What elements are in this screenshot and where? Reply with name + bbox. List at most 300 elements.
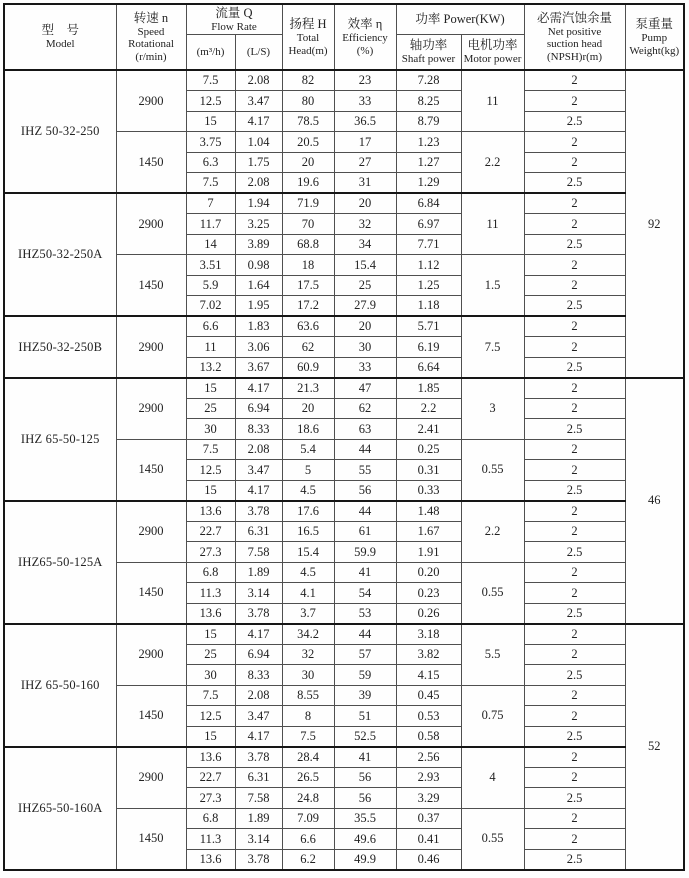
flow-ls-cell: 8.33 — [235, 419, 282, 440]
npsh-cell: 2.5 — [524, 234, 625, 255]
npsh-cell: 2.5 — [524, 173, 625, 194]
efficiency-cell: 62 — [334, 398, 396, 419]
motor-power-cell: 4 — [461, 747, 524, 809]
shaft-power-cell: 3.29 — [396, 788, 461, 809]
efficiency-cell: 44 — [334, 501, 396, 522]
flow-m3h-cell: 11 — [186, 337, 235, 358]
flow-ls-cell: 0.98 — [235, 255, 282, 276]
speed-cell: 2900 — [116, 70, 186, 132]
shaft-power-cell: 2.56 — [396, 747, 461, 768]
header-model — [4, 4, 116, 70]
shaft-power-cell: 0.53 — [396, 706, 461, 727]
head-cell: 70 — [282, 214, 334, 235]
header-efficiency-unit: (%) — [356, 44, 374, 57]
efficiency-cell: 52.5 — [334, 726, 396, 747]
shaft-power-cell: 8.25 — [396, 91, 461, 112]
motor-power-cell: 1.5 — [461, 255, 524, 317]
flow-ls-cell: 3.14 — [235, 583, 282, 604]
header-head-en1: Total — [296, 32, 320, 45]
npsh-cell: 2 — [524, 255, 625, 276]
head-cell: 62 — [282, 337, 334, 358]
efficiency-cell: 47 — [334, 378, 396, 399]
flow-ls-cell: 3.78 — [235, 501, 282, 522]
flow-m3h-cell: 15 — [186, 480, 235, 501]
efficiency-cell: 39 — [334, 685, 396, 706]
npsh-cell: 2 — [524, 767, 625, 788]
npsh-cell: 2.5 — [524, 296, 625, 317]
flow-ls-cell: 3.78 — [235, 747, 282, 768]
shaft-power-cell: 0.20 — [396, 562, 461, 583]
flow-m3h-cell: 6.8 — [186, 562, 235, 583]
shaft-power-cell: 1.67 — [396, 521, 461, 542]
efficiency-cell: 53 — [334, 603, 396, 624]
flow-ls-cell: 8.33 — [235, 665, 282, 686]
flow-m3h-cell: 7.5 — [186, 685, 235, 706]
flow-m3h-cell: 13.6 — [186, 747, 235, 768]
flow-m3h-cell: 13.6 — [186, 501, 235, 522]
shaft-power-cell: 1.23 — [396, 132, 461, 153]
npsh-cell: 2 — [524, 808, 625, 829]
table-row — [4, 624, 684, 645]
efficiency-cell: 56 — [334, 767, 396, 788]
header-speed-cn: 转速 n — [133, 11, 169, 26]
efficiency-cell: 56 — [334, 788, 396, 809]
flow-m3h-cell: 15 — [186, 378, 235, 399]
flow-ls-cell: 1.89 — [235, 562, 282, 583]
head-cell: 60.9 — [282, 357, 334, 378]
speed-cell: 2900 — [116, 193, 186, 255]
header-flow-ls-label: (L/S) — [246, 45, 271, 58]
efficiency-cell: 20 — [334, 193, 396, 214]
efficiency-cell: 55 — [334, 460, 396, 481]
header-power-title: 功率 Power(KW) — [415, 11, 505, 26]
header-npsh-en1: Net positive — [547, 26, 602, 39]
flow-ls-cell: 7.58 — [235, 542, 282, 563]
flow-m3h-cell: 6.6 — [186, 316, 235, 337]
head-cell: 8 — [282, 706, 334, 727]
motor-power-cell: 11 — [461, 70, 524, 132]
efficiency-cell: 27 — [334, 152, 396, 173]
flow-ls-cell: 1.75 — [235, 152, 282, 173]
npsh-cell: 2 — [524, 562, 625, 583]
flow-ls-cell: 3.25 — [235, 214, 282, 235]
flow-m3h-cell: 14 — [186, 234, 235, 255]
shaft-power-cell: 1.91 — [396, 542, 461, 563]
efficiency-cell: 51 — [334, 706, 396, 727]
head-cell: 82 — [282, 70, 334, 91]
flow-ls-cell: 6.94 — [235, 644, 282, 665]
flow-ls-cell: 4.17 — [235, 726, 282, 747]
flow-m3h-cell: 30 — [186, 419, 235, 440]
motor-power-cell: 0.75 — [461, 685, 524, 747]
npsh-cell: 2.5 — [524, 726, 625, 747]
table-row — [4, 501, 684, 522]
shaft-power-cell: 5.71 — [396, 316, 461, 337]
efficiency-cell: 33 — [334, 91, 396, 112]
npsh-cell: 2 — [524, 378, 625, 399]
efficiency-cell: 25 — [334, 275, 396, 296]
npsh-cell: 2 — [524, 521, 625, 542]
header-shaft-cn: 轴功率 — [409, 38, 448, 53]
flow-m3h-cell: 13.2 — [186, 357, 235, 378]
head-cell: 6.2 — [282, 849, 334, 870]
speed-cell: 2900 — [116, 624, 186, 686]
model-name-cell: IHZ65-50-160A — [4, 747, 116, 870]
flow-m3h-cell: 30 — [186, 665, 235, 686]
shaft-power-cell: 0.45 — [396, 685, 461, 706]
npsh-cell: 2 — [524, 747, 625, 768]
speed-cell: 1450 — [116, 132, 186, 194]
speed-cell: 1450 — [116, 562, 186, 624]
header-speed — [116, 4, 186, 70]
shaft-power-cell: 6.19 — [396, 337, 461, 358]
shaft-power-cell: 1.27 — [396, 152, 461, 173]
head-cell: 16.5 — [282, 521, 334, 542]
shaft-power-cell: 0.23 — [396, 583, 461, 604]
header-model-en: Model — [45, 38, 75, 51]
head-cell: 18.6 — [282, 419, 334, 440]
flow-m3h-cell: 13.6 — [186, 603, 235, 624]
shaft-power-cell: 0.25 — [396, 439, 461, 460]
flow-ls-cell: 1.95 — [235, 296, 282, 317]
flow-m3h-cell: 25 — [186, 398, 235, 419]
header-efficiency-cn: 效率 η — [347, 17, 383, 32]
shaft-power-cell: 0.26 — [396, 603, 461, 624]
motor-power-cell: 5.5 — [461, 624, 524, 686]
npsh-cell: 2 — [524, 501, 625, 522]
table-header — [4, 4, 684, 70]
shaft-power-cell: 0.46 — [396, 849, 461, 870]
flow-m3h-cell: 6.3 — [186, 152, 235, 173]
shaft-power-cell: 2.41 — [396, 419, 461, 440]
npsh-cell: 2 — [524, 460, 625, 481]
model-name-cell: IHZ 65-50-160 — [4, 624, 116, 747]
head-cell: 5.4 — [282, 439, 334, 460]
speed-cell: 1450 — [116, 439, 186, 501]
efficiency-cell: 56 — [334, 480, 396, 501]
flow-m3h-cell: 22.7 — [186, 521, 235, 542]
flow-ls-cell: 2.08 — [235, 439, 282, 460]
efficiency-cell: 35.5 — [334, 808, 396, 829]
flow-m3h-cell: 25 — [186, 644, 235, 665]
shaft-power-cell: 2.93 — [396, 767, 461, 788]
header-npsh — [524, 4, 625, 70]
flow-m3h-cell: 11.7 — [186, 214, 235, 235]
header-weight-en1: Pump — [641, 32, 668, 45]
npsh-cell: 2 — [524, 91, 625, 112]
motor-power-cell: 7.5 — [461, 316, 524, 378]
pump-spec-sheet — [3, 3, 685, 871]
npsh-cell: 2 — [524, 152, 625, 173]
flow-ls-cell: 4.17 — [235, 378, 282, 399]
header-motor-cn: 电机功率 — [467, 38, 518, 53]
flow-ls-cell: 7.58 — [235, 788, 282, 809]
model-name-cell: IHZ65-50-125A — [4, 501, 116, 624]
npsh-cell: 2.5 — [524, 542, 625, 563]
efficiency-cell: 54 — [334, 583, 396, 604]
flow-ls-cell: 1.94 — [235, 193, 282, 214]
model-name-cell: IHZ 50-32-250 — [4, 70, 116, 193]
flow-ls-cell: 4.17 — [235, 480, 282, 501]
flow-ls-cell: 3.47 — [235, 460, 282, 481]
efficiency-cell: 61 — [334, 521, 396, 542]
flow-m3h-cell: 3.75 — [186, 132, 235, 153]
head-cell: 26.5 — [282, 767, 334, 788]
head-cell: 63.6 — [282, 316, 334, 337]
head-cell: 7.09 — [282, 808, 334, 829]
npsh-cell: 2 — [524, 829, 625, 850]
header-shaft-en: Shaft power — [401, 53, 456, 66]
efficiency-cell: 41 — [334, 747, 396, 768]
flow-m3h-cell: 7 — [186, 193, 235, 214]
shaft-power-cell: 7.71 — [396, 234, 461, 255]
head-cell: 15.4 — [282, 542, 334, 563]
head-cell: 8.55 — [282, 685, 334, 706]
flow-m3h-cell: 11.3 — [186, 829, 235, 850]
table-body — [4, 70, 684, 870]
npsh-cell: 2 — [524, 398, 625, 419]
flow-ls-cell: 6.94 — [235, 398, 282, 419]
npsh-cell: 2.5 — [524, 419, 625, 440]
head-cell: 4.1 — [282, 583, 334, 604]
head-cell: 17.2 — [282, 296, 334, 317]
header-power — [396, 4, 524, 34]
header-head — [282, 4, 334, 70]
flow-m3h-cell: 7.5 — [186, 70, 235, 91]
flow-ls-cell: 3.14 — [235, 829, 282, 850]
table-row — [4, 378, 684, 399]
header-flow-m3h-label: (m³/h) — [196, 45, 225, 58]
npsh-cell: 2.5 — [524, 357, 625, 378]
speed-cell: 2900 — [116, 316, 186, 378]
shaft-power-cell: 0.58 — [396, 726, 461, 747]
header-flow-ls — [235, 34, 282, 70]
shaft-power-cell: 3.18 — [396, 624, 461, 645]
pump-spec-table — [3, 3, 685, 871]
shaft-power-cell: 6.84 — [396, 193, 461, 214]
flow-ls-cell: 3.89 — [235, 234, 282, 255]
flow-m3h-cell: 15 — [186, 111, 235, 132]
flow-m3h-cell: 22.7 — [186, 767, 235, 788]
model-name-cell: IHZ50-32-250B — [4, 316, 116, 378]
flow-ls-cell: 2.08 — [235, 685, 282, 706]
head-cell: 21.3 — [282, 378, 334, 399]
efficiency-cell: 57 — [334, 644, 396, 665]
npsh-cell: 2 — [524, 685, 625, 706]
efficiency-cell: 36.5 — [334, 111, 396, 132]
speed-cell: 1450 — [116, 685, 186, 747]
flow-m3h-cell: 7.5 — [186, 173, 235, 194]
npsh-cell: 2.5 — [524, 665, 625, 686]
flow-ls-cell: 2.08 — [235, 70, 282, 91]
flow-m3h-cell: 15 — [186, 624, 235, 645]
head-cell: 5 — [282, 460, 334, 481]
flow-m3h-cell: 7.5 — [186, 439, 235, 460]
head-cell: 32 — [282, 644, 334, 665]
flow-ls-cell: 2.08 — [235, 173, 282, 194]
flow-m3h-cell: 13.6 — [186, 849, 235, 870]
motor-power-cell: 0.55 — [461, 439, 524, 501]
pump-weight-cell: 92 — [625, 70, 684, 378]
efficiency-cell: 27.9 — [334, 296, 396, 317]
table-row — [4, 316, 684, 337]
flow-ls-cell: 4.17 — [235, 624, 282, 645]
header-efficiency-en: Efficiency — [342, 32, 388, 45]
header-head-cn: 扬程 H — [289, 17, 327, 32]
head-cell: 30 — [282, 665, 334, 686]
shaft-power-cell: 0.31 — [396, 460, 461, 481]
motor-power-cell: 2.2 — [461, 501, 524, 563]
npsh-cell: 2 — [524, 214, 625, 235]
shaft-power-cell: 1.18 — [396, 296, 461, 317]
shaft-power-cell: 1.12 — [396, 255, 461, 276]
header-npsh-cn: 必需汽蚀余量 — [536, 11, 612, 26]
shaft-power-cell: 6.64 — [396, 357, 461, 378]
pump-weight-cell: 52 — [625, 624, 684, 870]
efficiency-cell: 44 — [334, 439, 396, 460]
npsh-cell: 2.5 — [524, 603, 625, 624]
shaft-power-cell: 0.33 — [396, 480, 461, 501]
table-row — [4, 70, 684, 91]
header-flow-cn: 流量 Q — [215, 5, 253, 20]
efficiency-cell: 59.9 — [334, 542, 396, 563]
flow-m3h-cell: 12.5 — [186, 706, 235, 727]
npsh-cell: 2.5 — [524, 480, 625, 501]
header-row-1 — [4, 4, 684, 34]
npsh-cell: 2.5 — [524, 849, 625, 870]
flow-ls-cell: 3.67 — [235, 357, 282, 378]
efficiency-cell: 17 — [334, 132, 396, 153]
flow-ls-cell: 3.47 — [235, 91, 282, 112]
flow-ls-cell: 1.04 — [235, 132, 282, 153]
header-flow — [186, 4, 282, 34]
header-efficiency — [334, 4, 396, 70]
pump-weight-cell: 46 — [625, 378, 684, 624]
model-name-cell: IHZ50-32-250A — [4, 193, 116, 316]
npsh-cell: 2.5 — [524, 788, 625, 809]
flow-ls-cell: 1.89 — [235, 808, 282, 829]
npsh-cell: 2 — [524, 193, 625, 214]
header-npsh-en2: suction head — [546, 38, 603, 51]
head-cell: 17.6 — [282, 501, 334, 522]
table-row — [4, 193, 684, 214]
flow-ls-cell: 3.06 — [235, 337, 282, 358]
head-cell: 4.5 — [282, 562, 334, 583]
npsh-cell: 2 — [524, 583, 625, 604]
flow-m3h-cell: 12.5 — [186, 91, 235, 112]
npsh-cell: 2 — [524, 70, 625, 91]
motor-power-cell: 11 — [461, 193, 524, 255]
header-motor-power — [461, 34, 524, 70]
efficiency-cell: 59 — [334, 665, 396, 686]
header-flow-m3h — [186, 34, 235, 70]
head-cell: 19.6 — [282, 173, 334, 194]
header-weight — [625, 4, 684, 70]
head-cell: 20.5 — [282, 132, 334, 153]
motor-power-cell: 0.55 — [461, 808, 524, 870]
flow-m3h-cell: 3.51 — [186, 255, 235, 276]
head-cell: 68.8 — [282, 234, 334, 255]
flow-m3h-cell: 7.02 — [186, 296, 235, 317]
efficiency-cell: 15.4 — [334, 255, 396, 276]
flow-m3h-cell: 15 — [186, 726, 235, 747]
efficiency-cell: 34 — [334, 234, 396, 255]
head-cell: 6.6 — [282, 829, 334, 850]
flow-ls-cell: 3.78 — [235, 849, 282, 870]
shaft-power-cell: 4.15 — [396, 665, 461, 686]
flow-ls-cell: 3.47 — [235, 706, 282, 727]
speed-cell: 1450 — [116, 808, 186, 870]
efficiency-cell: 20 — [334, 316, 396, 337]
shaft-power-cell: 7.28 — [396, 70, 461, 91]
head-cell: 17.5 — [282, 275, 334, 296]
npsh-cell: 2 — [524, 132, 625, 153]
shaft-power-cell: 0.41 — [396, 829, 461, 850]
header-weight-en2: Weight(kg) — [629, 44, 680, 57]
shaft-power-cell: 1.48 — [396, 501, 461, 522]
motor-power-cell: 0.55 — [461, 562, 524, 624]
shaft-power-cell: 2.2 — [396, 398, 461, 419]
head-cell: 18 — [282, 255, 334, 276]
head-cell: 20 — [282, 152, 334, 173]
head-cell: 3.7 — [282, 603, 334, 624]
flow-ls-cell: 6.31 — [235, 767, 282, 788]
flow-ls-cell: 1.64 — [235, 275, 282, 296]
flow-m3h-cell: 6.8 — [186, 808, 235, 829]
header-head-en2: Head(m) — [288, 44, 328, 57]
efficiency-cell: 31 — [334, 173, 396, 194]
header-model-cn: 型 号 — [41, 23, 79, 38]
speed-cell: 2900 — [116, 378, 186, 440]
efficiency-cell: 44 — [334, 624, 396, 645]
efficiency-cell: 49.9 — [334, 849, 396, 870]
efficiency-cell: 23 — [334, 70, 396, 91]
head-cell: 7.5 — [282, 726, 334, 747]
head-cell: 28.4 — [282, 747, 334, 768]
npsh-cell: 2 — [524, 706, 625, 727]
head-cell: 34.2 — [282, 624, 334, 645]
header-weight-cn: 泵重量 — [635, 17, 673, 32]
npsh-cell: 2 — [524, 644, 625, 665]
shaft-power-cell: 6.97 — [396, 214, 461, 235]
npsh-cell: 2 — [524, 624, 625, 645]
header-speed-en2: Rotational — [128, 38, 174, 51]
speed-cell: 1450 — [116, 255, 186, 317]
flow-ls-cell: 1.83 — [235, 316, 282, 337]
flow-ls-cell: 3.78 — [235, 603, 282, 624]
head-cell: 20 — [282, 398, 334, 419]
efficiency-cell: 30 — [334, 337, 396, 358]
npsh-cell: 2 — [524, 275, 625, 296]
shaft-power-cell: 3.82 — [396, 644, 461, 665]
flow-ls-cell: 4.17 — [235, 111, 282, 132]
flow-m3h-cell: 5.9 — [186, 275, 235, 296]
head-cell: 78.5 — [282, 111, 334, 132]
efficiency-cell: 63 — [334, 419, 396, 440]
shaft-power-cell: 1.25 — [396, 275, 461, 296]
motor-power-cell: 3 — [461, 378, 524, 440]
shaft-power-cell: 1.85 — [396, 378, 461, 399]
head-cell: 4.5 — [282, 480, 334, 501]
efficiency-cell: 32 — [334, 214, 396, 235]
head-cell: 24.8 — [282, 788, 334, 809]
header-npsh-unit: (NPSH)r(m) — [547, 50, 602, 63]
npsh-cell: 2 — [524, 439, 625, 460]
flow-m3h-cell: 27.3 — [186, 788, 235, 809]
shaft-power-cell: 8.79 — [396, 111, 461, 132]
efficiency-cell: 49.6 — [334, 829, 396, 850]
header-flow-en: Flow Rate — [211, 20, 257, 33]
